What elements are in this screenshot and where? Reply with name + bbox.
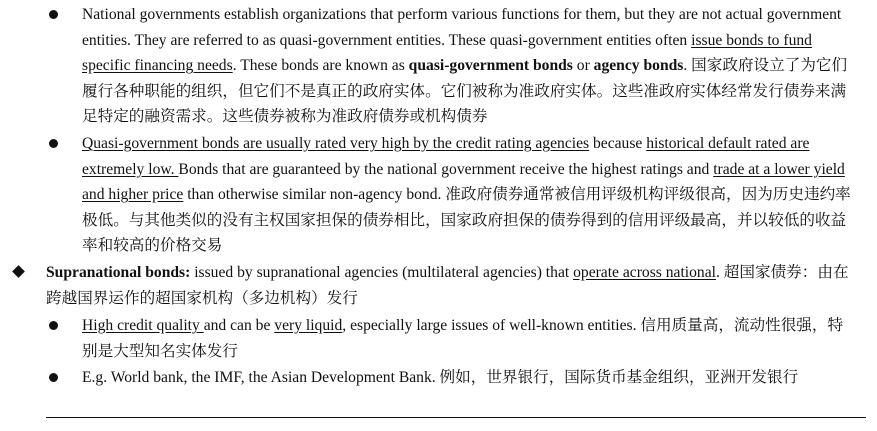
item-text: than otherwise similar non-agency bond. 准政府债券通常被信用评级机构评级很高，因为历史违约率极低。与其他类似的没有主权国家担保的债券相比，国家政府担保的债券得到的信用评级最高，并以较低的收益率和较高的价格交易 bbox=[82, 186, 851, 255]
list-item bbox=[82, 131, 854, 259]
underlined-text: historical default rated are extremely low. bbox=[82, 135, 810, 178]
bold-term: Supranational bonds: bbox=[46, 264, 191, 281]
item-text: E.g. World bank, the IMF, the Asian Development Bank. 例如，世界银行，国际货币基金组织，亚洲开发银行 bbox=[82, 369, 799, 386]
item-text: Bonds that are guaranteed by the national government receive the highest ratings and bbox=[178, 160, 714, 178]
bullet-icon bbox=[49, 10, 58, 19]
item-text: or bbox=[572, 57, 594, 75]
item-text: . 国家政府设立了为它们履行各种职能的组织，但它们不是真正的政府实体。它们被称为准政府实体。这些准政府实体经常发行债券来满足特定的融资需求。这些债券被称为准政府债券或机构债券 bbox=[82, 57, 848, 126]
item-text: National governments establish organizations that perform various functions for them, but they are not actual government entities. They are referred to as quasi-government entities. These quasi-government entities often bbox=[82, 6, 842, 49]
item-text: . These bonds are known as bbox=[232, 57, 409, 75]
underlined-text: issue bonds to fund specific financing needs bbox=[82, 31, 812, 75]
item-text: issued by supranational agencies (multilateral agencies) that bbox=[190, 264, 574, 281]
underlined-text: operate across national bbox=[573, 264, 716, 281]
underlined-text: very liquid bbox=[274, 317, 343, 334]
item-text: . 超国家债券：由在跨越国界运作的超国家机构（多边机构）发行 bbox=[46, 264, 849, 307]
underlined-text: High credit quality bbox=[82, 317, 204, 334]
item-text: , especially large issues of well-known entities. 信用质量高，流动性很强，特别是大型知名实体发行 bbox=[82, 317, 844, 360]
bold-term: agency bonds bbox=[593, 57, 684, 75]
diamond-bullet-icon bbox=[12, 265, 25, 278]
bullet-icon bbox=[49, 321, 58, 330]
bullet-icon bbox=[49, 139, 58, 148]
list-item bbox=[82, 2, 854, 130]
list-item bbox=[82, 365, 854, 391]
bullet-icon bbox=[49, 373, 58, 382]
item-text: and can be bbox=[203, 317, 275, 334]
list-item bbox=[82, 313, 854, 364]
underlined-text: trade at a lower yield and higher price bbox=[82, 160, 845, 204]
bold-term: quasi-government bonds bbox=[408, 57, 573, 75]
underlined-text: Quasi-government bonds are usually rated very high by the credit rating agencies bbox=[82, 135, 590, 152]
list-item bbox=[46, 260, 854, 311]
item-text: because bbox=[589, 135, 647, 152]
bottom-rule bbox=[46, 417, 866, 418]
